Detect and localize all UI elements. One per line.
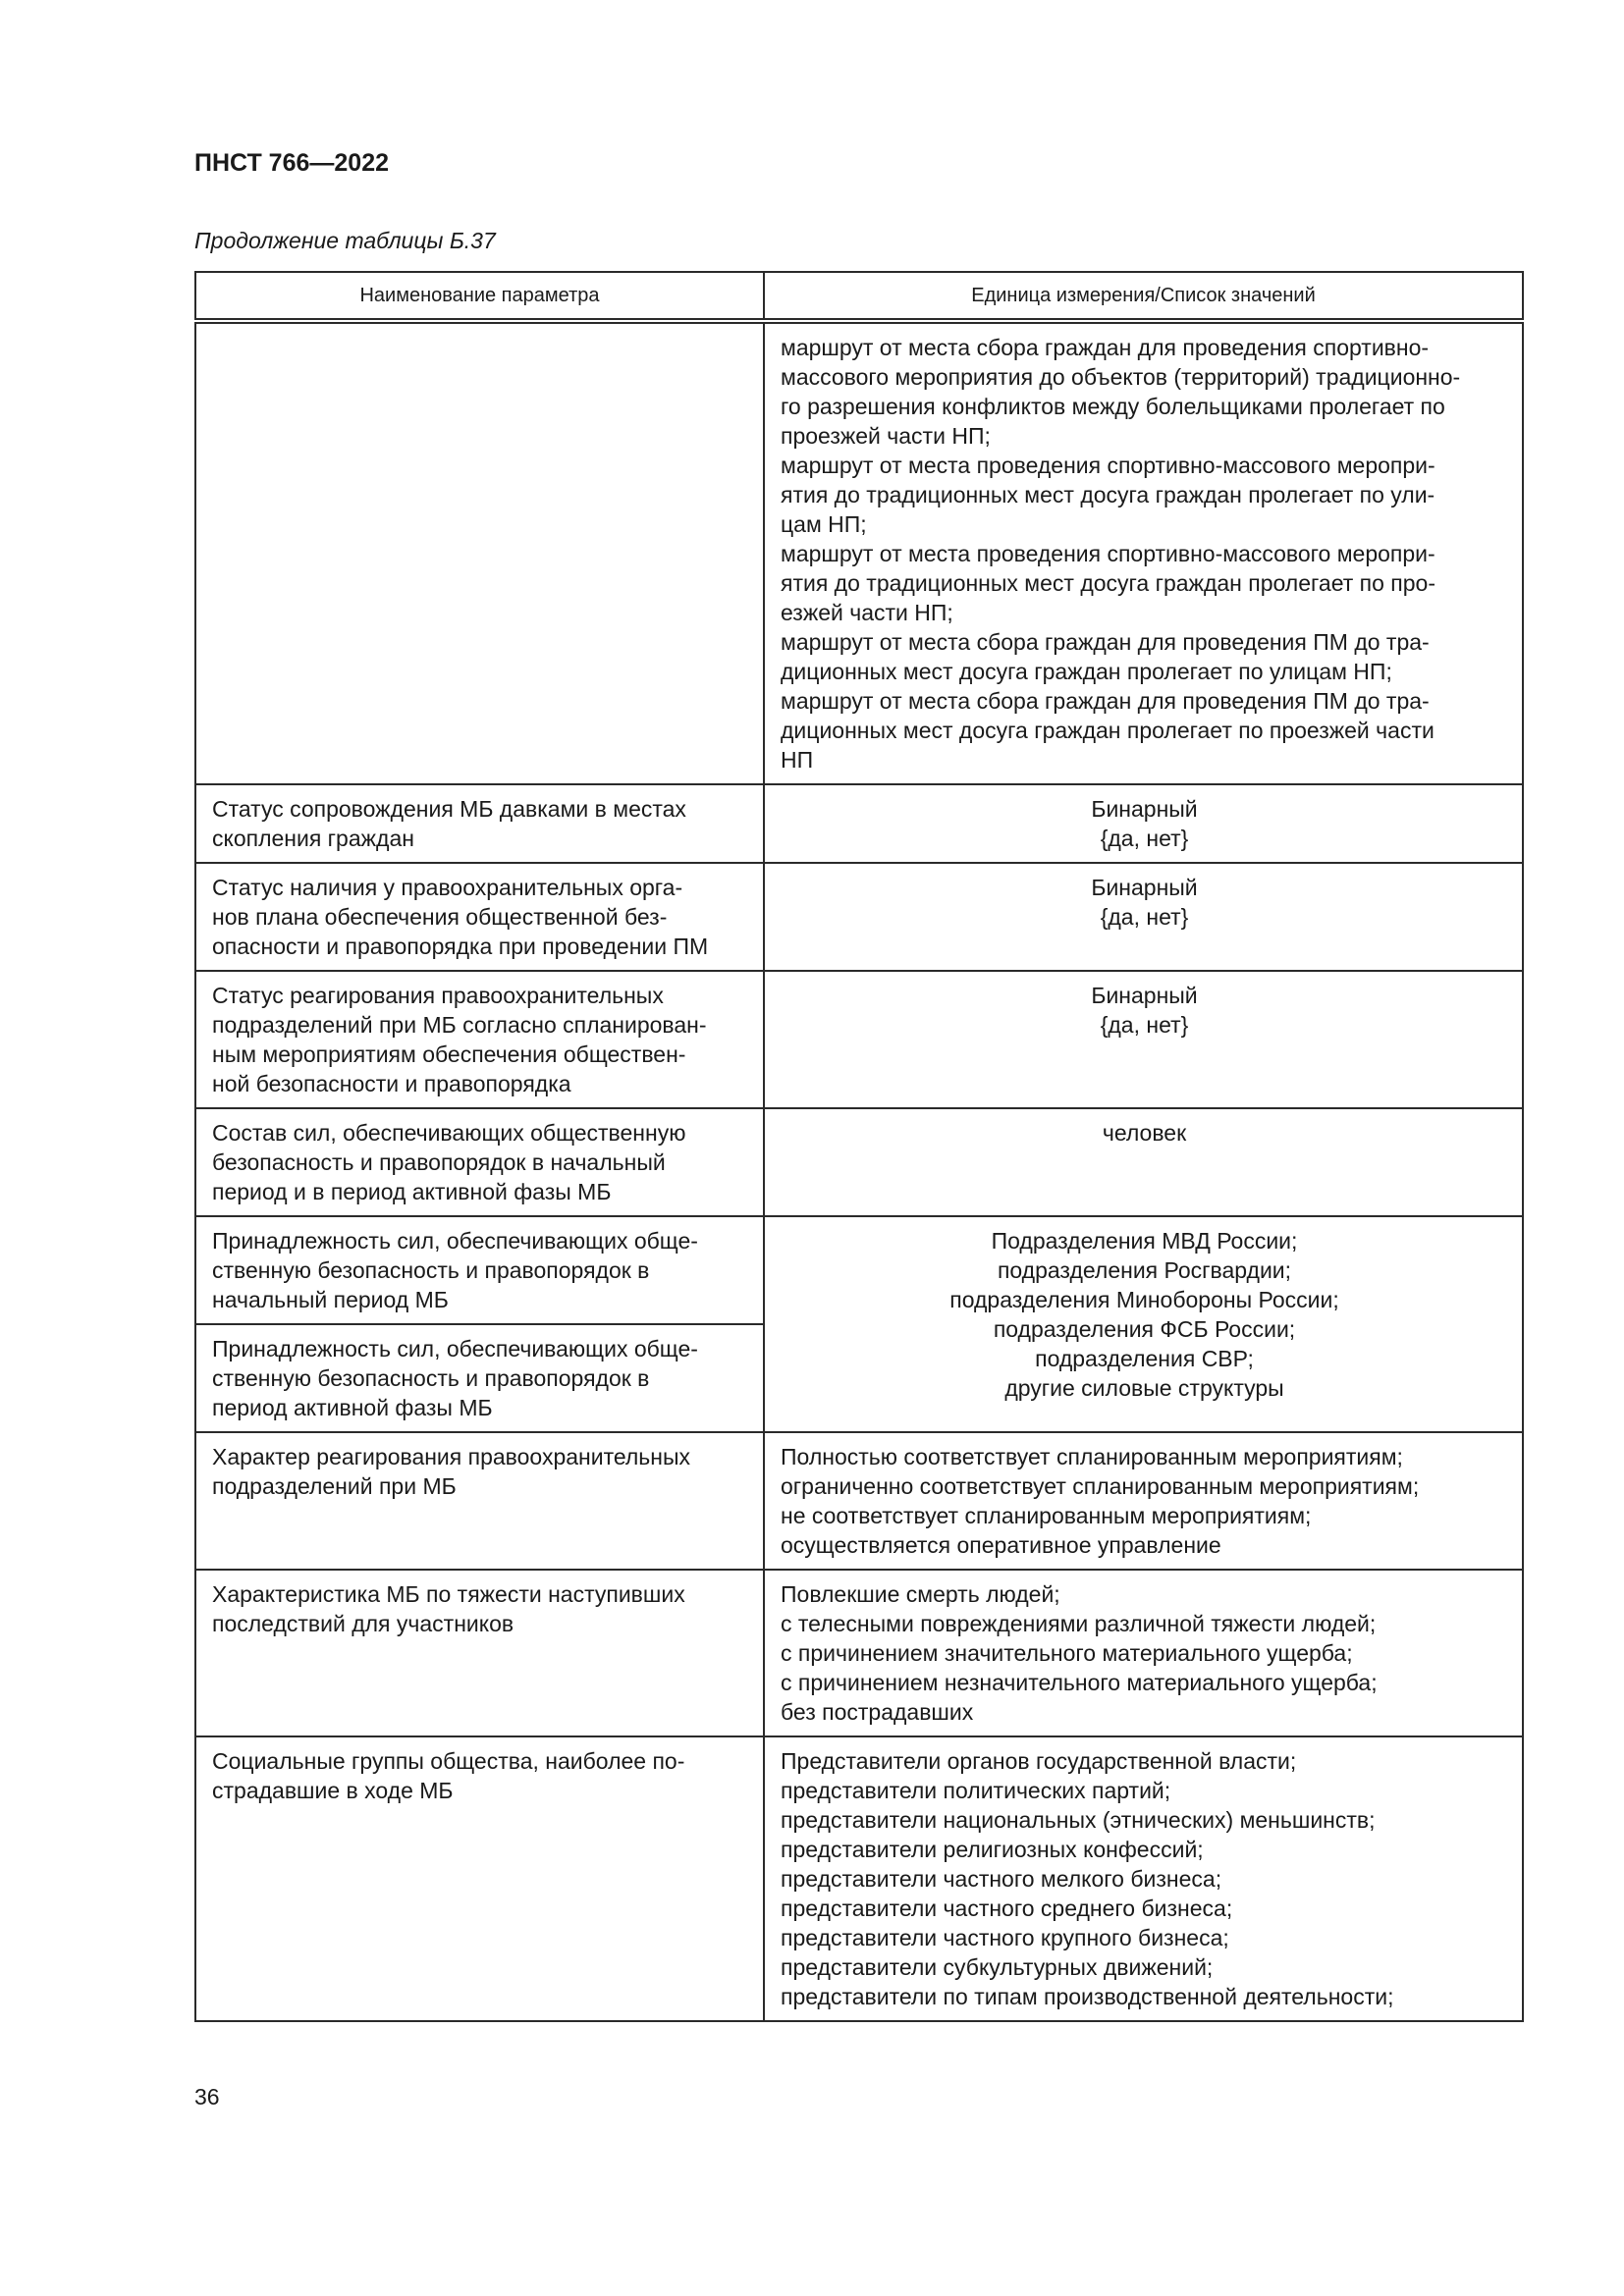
page-number: 36	[194, 2084, 220, 2109]
table-row	[195, 321, 1523, 784]
name-line: период и в период активной фазы МБ	[212, 1179, 612, 1204]
value-line: маршрут от места сбора граждан для проведения ПМ до тра-	[781, 688, 1430, 714]
value-line: подразделения ФСБ России;	[993, 1316, 1296, 1342]
value-line: другие силовые структуры	[1004, 1375, 1284, 1401]
value-line: представители национальных (этнических) меньшинств;	[781, 1807, 1376, 1833]
value-line: ятия до традиционных мест досуга граждан пролегает по ули-	[781, 482, 1435, 507]
name-line: нов плана обеспечения общественной без-	[212, 904, 668, 930]
value-line: Подразделения МВД России;	[991, 1228, 1298, 1254]
name-line: ным мероприятиям обеспечения обществен-	[212, 1041, 686, 1067]
value-cell	[764, 321, 1523, 784]
value-line: {да, нет}	[1100, 904, 1189, 930]
value-cell	[764, 863, 1523, 971]
value-cell	[764, 1108, 1523, 1216]
table-header-row	[195, 272, 1523, 321]
name-line: Принадлежность сил, обеспечивающих обще-	[212, 1336, 698, 1362]
value-line: НП	[781, 747, 814, 773]
value-line: без пострадавших	[781, 1699, 974, 1725]
parameter-name-cell	[195, 1432, 764, 1570]
parameter-name-cell	[195, 863, 764, 971]
name-line: Характеристика МБ по тяжести наступивших	[212, 1581, 685, 1607]
table-row	[195, 971, 1523, 1108]
value-line: представители политических партий;	[781, 1778, 1171, 1803]
value-line: подразделения Росгвардии;	[997, 1257, 1292, 1283]
value-line: Бинарный	[1091, 875, 1198, 900]
value-line: не соответствует спланированным мероприятиям;	[781, 1503, 1312, 1528]
value-line: осуществляется оперативное управление	[781, 1532, 1221, 1558]
value-line: ограниченно соответствует спланированным мероприятиям;	[781, 1473, 1420, 1499]
parameter-name-cell	[195, 321, 764, 784]
table-row	[195, 1432, 1523, 1570]
name-line: ной безопасности и правопорядка	[212, 1071, 571, 1096]
parameter-name-cell	[195, 784, 764, 863]
table-row	[195, 1570, 1523, 1736]
value-line: с телесными повреждениями различной тяжести людей;	[781, 1611, 1377, 1636]
value-line: подразделения СВР;	[1035, 1346, 1254, 1371]
value-line: го разрешения конфликтов между болельщиками пролегает по	[781, 394, 1445, 419]
value-line: маршрут от места проведения спортивно-массового меропри-	[781, 541, 1435, 566]
parameter-name-cell	[195, 971, 764, 1108]
name-line: безопасность и правопорядок в начальный	[212, 1149, 666, 1175]
value-line: цам НП;	[781, 511, 867, 537]
name-line: Характер реагирования правоохранительных	[212, 1444, 691, 1469]
value-cell	[764, 971, 1523, 1108]
value-line: представители частного среднего бизнеса;	[781, 1896, 1233, 1921]
value-line: Бинарный	[1091, 983, 1198, 1008]
value-cell	[764, 784, 1523, 863]
value-cell	[764, 1432, 1523, 1570]
value-line: представители частного крупного бизнеса;	[781, 1925, 1229, 1950]
value-line: диционных мест досуга граждан пролегает по улицам НП;	[781, 659, 1392, 684]
name-line: Статус наличия у правоохранительных орга-	[212, 875, 683, 900]
table-row	[195, 1736, 1523, 2021]
column-header-parameter-name: Наименование параметра	[195, 272, 764, 321]
table-row	[195, 1108, 1523, 1216]
parameter-name-cell	[195, 1570, 764, 1736]
value-line: массового мероприятия до объектов (территорий) традиционно-	[781, 364, 1461, 390]
value-line: Повлекшие смерть людей;	[781, 1581, 1060, 1607]
value-line: Представители органов государственной власти;	[781, 1748, 1297, 1774]
value-line: человек	[1102, 1120, 1187, 1146]
value-line: представители субкультурных движений;	[781, 1954, 1214, 1980]
name-line: Статус сопровождения МБ давками в местах	[212, 796, 686, 822]
parameter-name-cell	[195, 1736, 764, 2021]
value-line: {да, нет}	[1100, 826, 1189, 851]
name-line: опасности и правопорядка при проведении ПМ	[212, 934, 709, 959]
parameter-name-cell	[195, 1216, 764, 1324]
name-line: ственную безопасность и правопорядок в	[212, 1257, 650, 1283]
value-line: с причинением значительного материального ущерба;	[781, 1640, 1353, 1666]
table-row	[195, 784, 1523, 863]
name-line: период активной фазы МБ	[212, 1395, 493, 1420]
name-line: ственную безопасность и правопорядок в	[212, 1365, 650, 1391]
value-line: езжей части НП;	[781, 600, 953, 625]
table-row	[195, 1216, 1523, 1324]
value-line: {да, нет}	[1100, 1012, 1189, 1038]
value-line: представители по типам производственной деятельности;	[781, 1984, 1394, 2009]
value-line: представители религиозных конфессий;	[781, 1837, 1204, 1862]
name-line: последствий для участников	[212, 1611, 514, 1636]
name-line: Социальные группы общества, наиболее по-	[212, 1748, 685, 1774]
value-line: ятия до традиционных мест досуга граждан пролегает по про-	[781, 570, 1435, 596]
name-line: подразделений при МБ	[212, 1473, 457, 1499]
name-line: Принадлежность сил, обеспечивающих обще-	[212, 1228, 698, 1254]
value-cell	[764, 1736, 1523, 2021]
value-line: подразделения Минобороны России;	[949, 1287, 1339, 1312]
value-line: проезжей части НП;	[781, 423, 991, 449]
name-line: подразделений при МБ согласно спланирован-	[212, 1012, 707, 1038]
name-line: скопления граждан	[212, 826, 414, 851]
name-line: страдавшие в ходе МБ	[212, 1778, 454, 1803]
parameters-table	[194, 271, 1524, 2022]
parameter-name-cell	[195, 1324, 764, 1432]
value-line: диционных мест досуга граждан пролегает по проезжей части	[781, 718, 1435, 743]
name-line: Статус реагирования правоохранительных	[212, 983, 664, 1008]
value-line: Бинарный	[1091, 796, 1198, 822]
value-line: представители частного мелкого бизнеса;	[781, 1866, 1222, 1892]
value-line: маршрут от места сбора граждан для проведения ПМ до тра-	[781, 629, 1430, 655]
table-caption: Продолжение таблицы Б.37	[194, 228, 496, 253]
value-line: Полностью соответствует спланированным мероприятиям;	[781, 1444, 1403, 1469]
table-row	[195, 863, 1523, 971]
value-line: маршрут от места проведения спортивно-массового меропри-	[781, 453, 1435, 478]
name-line: Состав сил, обеспечивающих общественную	[212, 1120, 686, 1146]
parameter-name-cell	[195, 1108, 764, 1216]
name-line: начальный период МБ	[212, 1287, 449, 1312]
column-header-units-values: Единица измерения/Список значений	[764, 272, 1523, 321]
value-cell	[764, 1216, 1523, 1432]
document-code: ПНСТ 766—2022	[194, 149, 389, 177]
value-line: с причинением незначительного материального ущерба;	[781, 1670, 1378, 1695]
value-cell	[764, 1570, 1523, 1736]
value-line: маршрут от места сбора граждан для проведения спортивно-	[781, 335, 1430, 360]
